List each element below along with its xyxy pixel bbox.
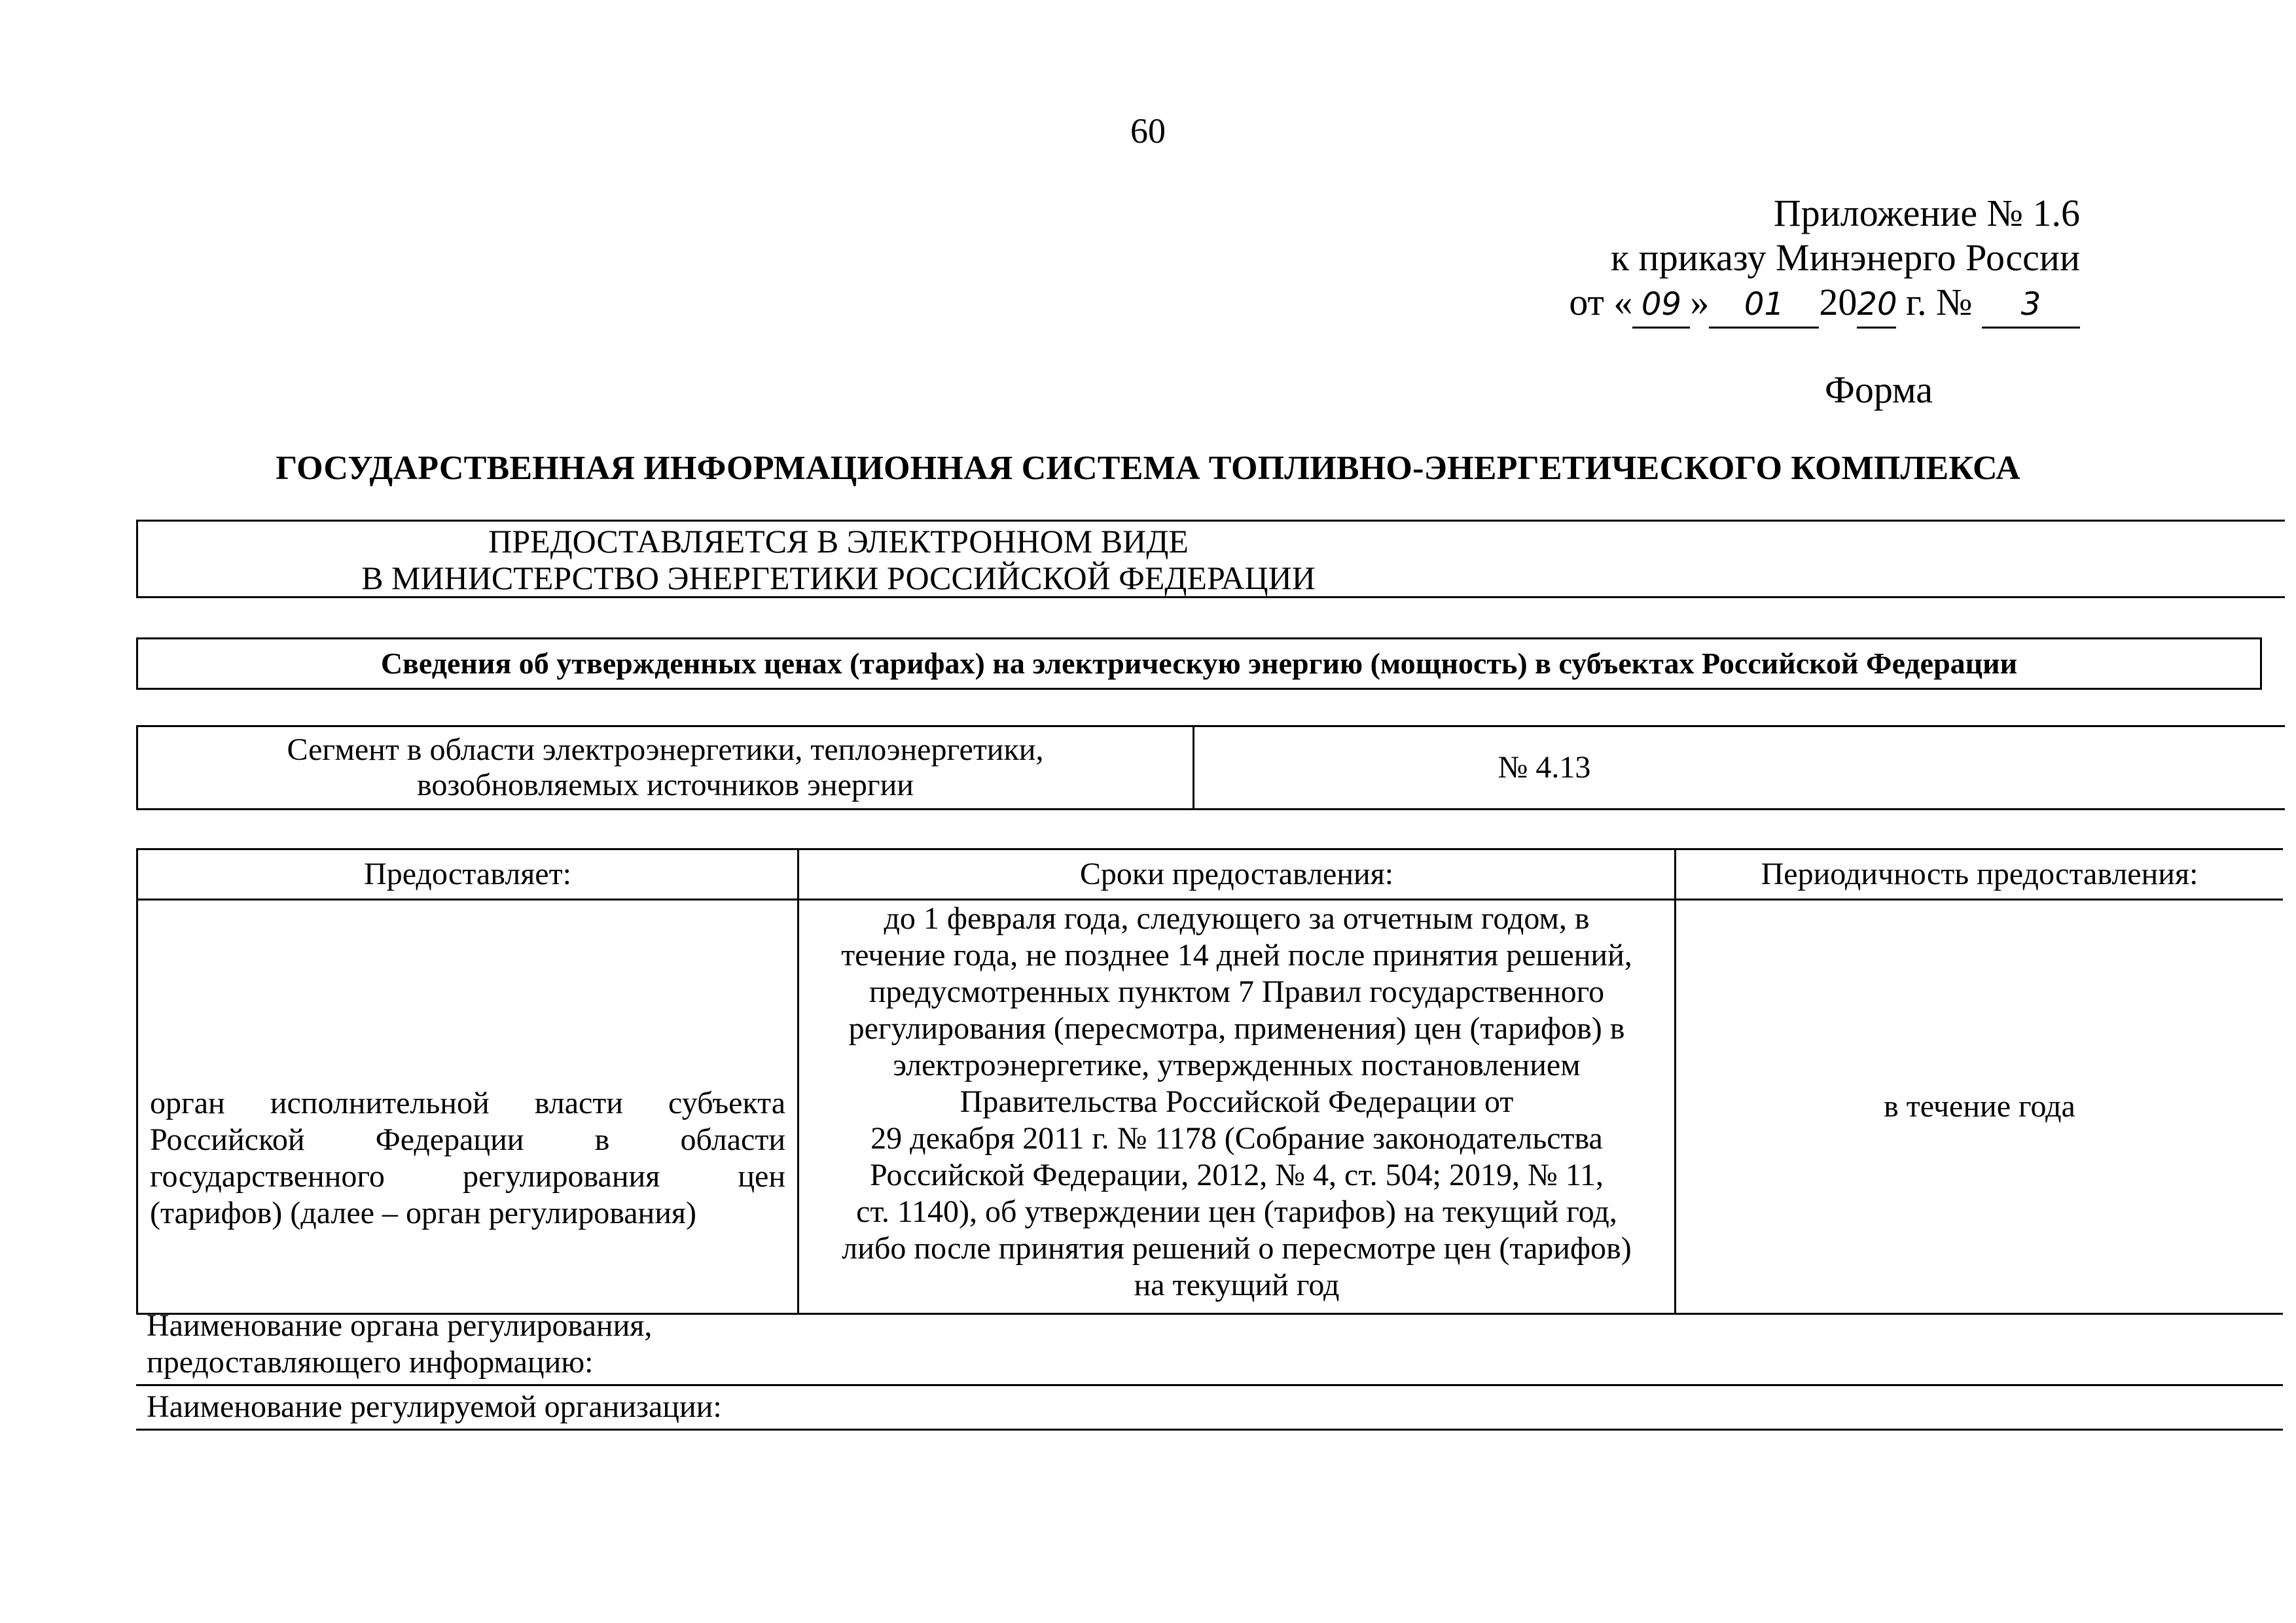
regulator-label-line-1: Наименование органа регулирования, — [147, 1308, 653, 1343]
header-provider: Предоставляет: — [137, 849, 798, 900]
deadline-line: до 1 февраля года, следующего за отчетным годом, в — [884, 901, 1590, 936]
appendix-header — [1569, 191, 2080, 329]
deadline-line: Правительства Российской Федерации от — [960, 1084, 1514, 1119]
header-deadline: Сроки предоставления: — [798, 849, 1676, 900]
provider-text: орган исполнительной власти субъекта Российской Федерации в области государственного регулирования цен (тарифов) (далее – орган регулирования) — [150, 1086, 785, 1230]
appendix-date-line — [1569, 280, 2080, 329]
deadline-line: либо после принятия решений о пересмотре цен (тарифов) — [842, 1231, 1632, 1266]
provider-cell — [137, 900, 798, 1314]
handwritten-day: 09 — [1632, 282, 1690, 329]
segment-box — [136, 725, 2285, 810]
organization-name-field[interactable] — [136, 1389, 2283, 1431]
submission-table — [136, 848, 2283, 1315]
year-prefix: 20 — [1819, 281, 1857, 323]
page-number: 60 — [1130, 111, 1166, 151]
appendix-number: Приложение № 1.6 — [1773, 192, 2080, 234]
segment-description — [138, 727, 1194, 808]
appendix-order-ref: к приказу Минэнерго России — [1611, 236, 2080, 279]
deadline-line: течение года, не позднее 14 дней после принятия решений, — [841, 938, 1632, 972]
report-title-box: Сведения об утвержденных ценах (тарифах) на электрическую энергию (мощность) в субъектах Российской Федерации — [136, 637, 2262, 690]
submission-line-1: ПРЕДОСТАВЛЯЕТСЯ В ЭЛЕКТРОННОМ ВИДЕ — [488, 523, 1189, 560]
regulator-name-field[interactable] — [136, 1308, 2283, 1386]
order-number-label: г. № — [1905, 281, 1973, 323]
handwritten-year: 20 — [1857, 282, 1896, 329]
periodicity-cell: в течение года — [1676, 900, 2284, 1314]
deadline-text — [810, 901, 1664, 1304]
date-quote-close: » — [1690, 281, 1710, 323]
segment-number: № 4.13 — [1498, 750, 1591, 785]
form-label: Форма — [1825, 368, 1933, 411]
table-row — [137, 900, 2284, 1314]
deadline-line: Российской Федерации, 2012, № 4, ст. 504; 2019, № 11, — [869, 1158, 1604, 1192]
handwritten-order-number: 3 — [1982, 282, 2080, 329]
deadline-line: на текущий год — [1134, 1268, 1340, 1302]
segment-line-2: возобновляемых источников энергии — [417, 768, 914, 802]
deadline-line: 29 декабря 2011 г. № 1178 (Собрание законодательства — [870, 1121, 1603, 1156]
deadline-cell — [798, 900, 1676, 1314]
system-title: ГОСУДАРСТВЕННАЯ ИНФОРМАЦИОННАЯ СИСТЕМА ТОПЛИВНО-ЭНЕРГЕТИЧЕСКОГО КОМПЛЕКСА — [276, 450, 2020, 487]
organization-label: Наименование регулируемой организации: — [147, 1389, 722, 1424]
submission-box — [136, 520, 2285, 598]
deadline-line: ст. 1140), об утверждении цен (тарифов) на текущий год, — [856, 1194, 1617, 1229]
segment-line-1: Сегмент в области электроэнергетики, теплоэнергетики, — [287, 732, 1044, 767]
deadline-line: предусмотренных пунктом 7 Правил государственного — [869, 974, 1605, 1009]
submission-line-2: В МИНИСТЕРСТВО ЭНЕРГЕТИКИ РОССИЙСКОЙ ФЕДЕРАЦИИ — [361, 560, 1316, 596]
header-periodicity: Периодичность предоставления: — [1676, 849, 2284, 900]
deadline-line: регулирования (пересмотра, применения) цен (тарифов) в — [848, 1011, 1625, 1046]
deadline-line: электроэнергетике, утвержденных постановлением — [893, 1048, 1581, 1082]
date-prefix: от « — [1569, 281, 1633, 323]
table-header-row — [137, 849, 2284, 900]
regulator-label-line-2: предоставляющего информацию: — [147, 1345, 594, 1380]
handwritten-month: 01 — [1709, 282, 1819, 329]
